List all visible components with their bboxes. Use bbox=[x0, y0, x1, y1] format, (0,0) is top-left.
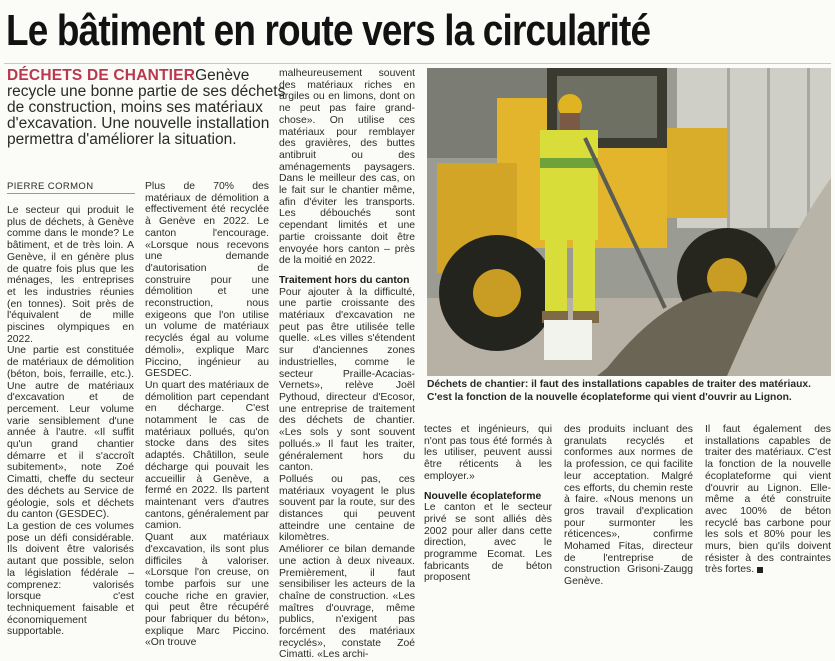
headline: Le bâtiment en route vers la circularité bbox=[6, 6, 651, 55]
subheading: Nouvelle écoplateforme bbox=[424, 490, 542, 502]
end-mark-icon bbox=[757, 567, 763, 573]
paragraph: malheureusement souvent des matériaux riches en argiles ou en limons, dont on ne peut pas faire grand-chose». On utilise ces matériaux pour remblayer des gravières, des buttes antibruit ou des aménagements paysagers. Dans le meilleur des cas, on le fait sur le chantier même, afin d'éviter les transports. Les débouchés sont cependant limités et une partie croissante doit être envoyée hors canton – près de la moitié en 2022. bbox=[279, 68, 415, 267]
article-photo bbox=[427, 68, 831, 376]
paragraph-text: Il faut également des installations capables de traiter des matériaux. C'est la fonction de la nouvelle écoplateforme qui vient d'ouvrir au Lignon. Elle-même a été construite avec 100% de béton recyclé bas carbone pour les sols et 80% pour les murs, bien qu'ils doivent résister à des contraintes très fortes. bbox=[705, 424, 831, 576]
kicker: DÉCHETS DE CHANTIER bbox=[7, 67, 196, 84]
byline-rule bbox=[7, 193, 135, 194]
paragraph: Pour ajouter à la difficulté, une partie croissante des matériaux d'excavation ne peut pas être utilisée telle quelle. «Les villes s'étendent sur d'anciennes zones industrielles, comme le secteur Praille-Acacias-Vernets», relève Joël Pythoud, directeur d'Ecosor, une entreprise de traitement des déchets de chantier. «Les sols y sont souvent pollués.» Il faut les traiter, généralement hors du canton. bbox=[279, 286, 415, 474]
paragraph: Plus de 70% des matériaux de démolition a effectivement été recyclée à Genève en 2022. Le canton l'encourage. «Lorsque nous recevons une demande d'autorisation de construire pour une démolition et une reconstruction, nous exigeons que l'on utilise un volume de matériaux recyclés égal au volume démoli», explique Marc Piccino, ingénieur au GESDEC. bbox=[145, 181, 269, 380]
paragraph: La gestion de ces volumes pose un défi considérable. Ils doivent être valorisés autant que possible, selon la législation fédérale – comprenez: valorisés lorsque c'est techniquement faisable et économiquement supportable. bbox=[7, 520, 134, 638]
paragraph: Le secteur qui produit le plus de déchets, à Genève comme dans le monde? Le bâtiment, et de très loin. A Genève, il en génère plus de quatre fois plus que les ménages, les entreprises et les industries réunies (en tonnes). Soit près de l'équivalent de mille piscines olympiques en 2022. bbox=[7, 205, 134, 345]
photo-illustration bbox=[427, 68, 831, 376]
byline: PIERRE CORMON bbox=[7, 181, 94, 192]
article-column-5 bbox=[564, 424, 693, 588]
article-column-2 bbox=[145, 181, 269, 649]
article-column-1 bbox=[7, 205, 134, 638]
paragraph: Une partie est constituée de matériaux de démolition (béton, bois, ferraille, etc.). Une autre de matériaux d'excavation et de percement. Leur volume varie sensiblement d'une année à l'autre. «Il suffit qu'un grand chantier démarre et il s'accroît subitement», note Zoé Cimatti, cheffe du secteur des déchets au Service de géologie, sols et déchets du canton (GESDEC). bbox=[7, 345, 134, 521]
headline-rule bbox=[4, 63, 831, 64]
paragraph: Quant aux matériaux d'excavation, ils sont plus difficiles à valoriser. «Lorsque l'on creuse, on tombe parfois sur une couche riche en gravier, qui peut être récupéré pour fabriquer du béton», explique Marc Piccino. «On trouve bbox=[145, 532, 269, 649]
paragraph: Un quart des matériaux de démolition part cependant en décharge. C'est notamment le cas de matériaux pollués, qu'on stocke dans des sites adaptés. Châtillon, seule décharge qui pouvait les accueillir à Genève, a fermé en 2022. Ils partent maintenant vers d'autres cantons, généralement par camion. bbox=[145, 379, 269, 532]
paragraph bbox=[705, 424, 831, 576]
article-column-4 bbox=[424, 424, 552, 584]
paragraph: Pollués ou pas, ces matériaux voyagent le plus souvent par la route, sur des distances qui peuvent atteindre une centaine de kilomètres. bbox=[279, 473, 415, 544]
photo-caption: Déchets de chantier: il faut des installations capables de traiter des matériaux. C'est la fonction de la nouvelle écoplateforme qui vient d'ouvrir au Lignon. bbox=[427, 379, 811, 403]
lede-text: Genève recycle une bonne partie de ses déchets de construction, moins ses matériaux d'excavation. Une nouvelle installation permettra d'améliorer la situation. bbox=[7, 67, 286, 148]
paragraph: des produits incluant des granulats recyclés et conformes aux normes de la profession, ce qui facilite leur acceptation. Malgré ces efforts, du chemin reste à faire. «Nous menons un gros travail d'explication pour surmonter les réticences», confirme Mohamed Fitas, directeur de l'entreprise de construction Grisoni-Zaugg Genève. bbox=[564, 424, 693, 588]
lede bbox=[7, 68, 289, 148]
article-column-3 bbox=[279, 68, 415, 661]
subheading: Traitement hors du canton bbox=[279, 274, 410, 286]
paragraph: Le canton et le secteur privé se sont alliés dès 2002 pour aller dans cette direction, avec le programme Ecomat. Les fabricants de béton proposent bbox=[424, 502, 552, 584]
paragraph: tectes et ingénieurs, qui n'ont pas tous été formés à les utiliser, peuvent aussi être réticents à les employer.» bbox=[424, 424, 552, 482]
article-column-6 bbox=[705, 424, 831, 576]
paragraph: Améliorer ce bilan demande une action à deux niveaux. Premièrement, il faut sensibiliser les acteurs de la chaîne de construction. «Les maîtres d'ouvrage, même publics, n'exigent pas forcément des matériaux recyclés», constate Zoé Cimatti. «Les archi- bbox=[279, 544, 415, 661]
